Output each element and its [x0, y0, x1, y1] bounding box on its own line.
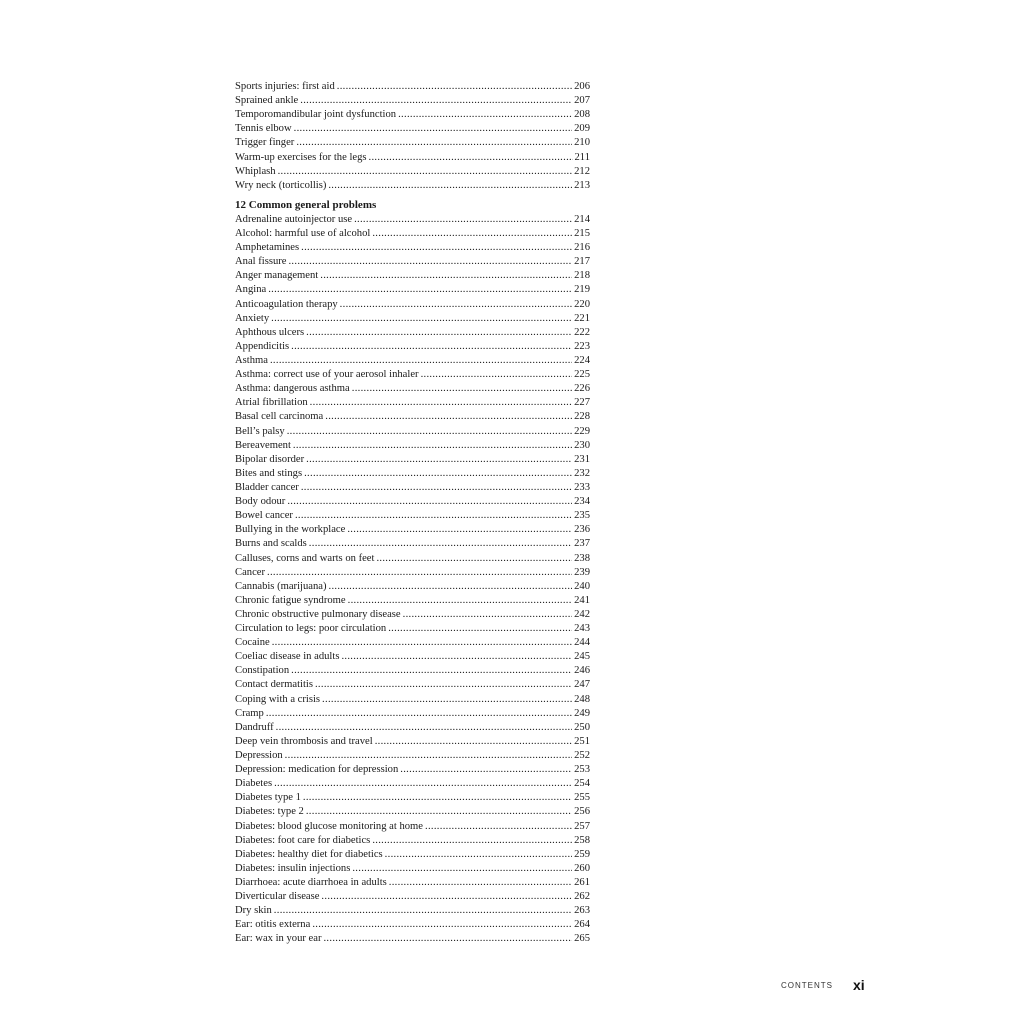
toc-entry-page: 239 [574, 566, 590, 578]
toc-entry [235, 777, 590, 791]
toc-entry-title: Coeliac disease in adults [235, 651, 340, 663]
toc-entry [235, 481, 590, 495]
toc-entry-page: 235 [574, 510, 590, 522]
toc-entry-page: 253 [574, 764, 590, 776]
toc-entry-title: Wry neck (torticollis) [235, 179, 327, 191]
dot-leader [267, 566, 572, 580]
toc-entry [235, 523, 590, 537]
toc-entry-title: Depression: medication for depression [235, 764, 399, 776]
toc-entry [235, 151, 590, 165]
dot-leader [306, 326, 572, 340]
toc-entry [235, 227, 590, 241]
toc-entry-title: Bladder cancer [235, 481, 299, 493]
dot-leader [315, 678, 572, 692]
dot-leader [321, 890, 572, 904]
toc-group-common-general-problems [235, 213, 590, 947]
dot-leader [320, 269, 572, 283]
dot-leader [294, 122, 572, 136]
toc-entry-page: 262 [574, 891, 590, 903]
dot-leader [309, 537, 572, 551]
running-footer-label: CONTENTS [781, 981, 833, 990]
page-footer [781, 978, 871, 994]
toc-entry [235, 312, 590, 326]
toc-entry [235, 594, 590, 608]
dot-leader [300, 94, 572, 108]
toc-entry-page: 258 [574, 834, 590, 846]
toc-entry-title: Diabetes: type 2 [235, 806, 304, 818]
toc-entry [235, 608, 590, 622]
toc-entry-title: Diabetes: insulin injections [235, 862, 351, 874]
toc-entry-title: Constipation [235, 665, 290, 677]
toc-entry-title: Asthma: correct use of your aerosol inhaler [235, 369, 419, 381]
dot-leader [301, 481, 572, 495]
toc-entry-page: 212 [574, 165, 590, 177]
toc-entry-page: 256 [574, 806, 590, 818]
toc-entry-title: Basal cell carcinoma [235, 411, 324, 423]
toc-entry-page: 252 [574, 750, 590, 762]
toc-entry-title: Cocaine [235, 637, 270, 649]
dot-leader [325, 410, 572, 424]
toc-entry-title: Whiplash [235, 165, 276, 177]
toc-entry [235, 241, 590, 255]
toc-entry-page: 216 [574, 242, 590, 254]
dot-leader [372, 834, 572, 848]
toc-entry-title: Appendicitis [235, 340, 290, 352]
dot-leader [352, 862, 572, 876]
toc-entry [235, 707, 590, 721]
toc-entry [235, 735, 590, 749]
toc-entry-page: 222 [574, 326, 590, 338]
dot-leader [347, 523, 572, 537]
toc-entry-title: Bullying in the workplace [235, 524, 346, 536]
toc-entry-page: 251 [574, 735, 590, 747]
toc-entry-page: 246 [574, 665, 590, 677]
toc-entry-title: Body odour [235, 496, 286, 508]
toc-entry-page: 221 [574, 312, 590, 324]
toc-entry-page: 230 [574, 439, 590, 451]
dot-leader [306, 453, 572, 467]
dot-leader [376, 552, 572, 566]
toc-entry [235, 108, 590, 122]
toc-entry [235, 80, 590, 94]
toc-entry [235, 566, 590, 580]
toc-entry-title: Sports injuries: first aid [235, 81, 335, 92]
toc-entry-title: Sprained ankle [235, 95, 299, 107]
dot-leader [398, 108, 572, 122]
dot-leader [389, 876, 572, 890]
table-of-contents [235, 80, 590, 947]
toc-entry [235, 354, 590, 368]
toc-entry-title: Asthma: dangerous asthma [235, 383, 350, 395]
dot-leader [304, 467, 572, 481]
toc-entry-page: 247 [574, 679, 590, 691]
toc-entry-page: 220 [574, 298, 590, 310]
toc-entry-title: Bereavement [235, 439, 291, 451]
toc-entry-title: Tennis elbow [235, 123, 292, 135]
toc-entry-page: 206 [574, 81, 590, 92]
dot-leader [329, 580, 573, 594]
toc-entry [235, 791, 590, 805]
toc-entry-page: 228 [574, 411, 590, 423]
toc-entry-page: 213 [574, 179, 590, 191]
toc-entry-page: 241 [574, 594, 590, 606]
dot-leader [266, 707, 572, 721]
toc-entry [235, 326, 590, 340]
dot-leader [288, 255, 572, 269]
toc-entry-page: 215 [574, 227, 590, 239]
dot-leader [337, 80, 572, 94]
toc-entry-title: Diabetes type 1 [235, 792, 301, 804]
toc-entry [235, 396, 590, 410]
toc-entry [235, 636, 590, 650]
toc-entry-page: 227 [574, 397, 590, 409]
toc-entry [235, 862, 590, 876]
toc-entry-title: Angina [235, 284, 267, 296]
toc-entry-title: Warm-up exercises for the legs [235, 151, 367, 163]
dot-leader [400, 763, 572, 777]
toc-entry [235, 179, 590, 193]
toc-entry-page: 243 [574, 623, 590, 635]
toc-entry-title: Chronic obstructive pulmonary disease [235, 608, 401, 620]
toc-entry [235, 848, 590, 862]
dot-leader [403, 608, 572, 622]
toc-entry [235, 509, 590, 523]
toc-entry-page: 219 [574, 284, 590, 296]
toc-entry [235, 820, 590, 834]
toc-entry [235, 918, 590, 932]
dot-leader [272, 636, 572, 650]
toc-entry-title: Alcohol: harmful use of alcohol [235, 227, 371, 239]
toc-entry-page: 234 [574, 496, 590, 508]
toc-entry [235, 425, 590, 439]
toc-entry [235, 834, 590, 848]
toc-entry-page: 226 [574, 383, 590, 395]
toc-entry-title: Bell’s palsy [235, 425, 285, 437]
dot-leader [301, 241, 572, 255]
toc-entry [235, 932, 590, 946]
toc-entry [235, 439, 590, 453]
toc-entry-page: 218 [574, 270, 590, 282]
toc-entry-title: Atrial fibrillation [235, 397, 308, 409]
toc-entry-page: 244 [574, 637, 590, 649]
toc-entry [235, 136, 590, 150]
toc-entry-title: Anticoagulation therapy [235, 298, 338, 310]
toc-entry [235, 552, 590, 566]
toc-entry-page: 211 [574, 151, 590, 163]
toc-entry-title: Dry skin [235, 905, 272, 917]
toc-entry [235, 749, 590, 763]
dot-leader [323, 932, 572, 946]
toc-entry-title: Bowel cancer [235, 510, 293, 522]
dot-leader [291, 340, 572, 354]
toc-entry-title: Diabetes: blood glucose monitoring at home [235, 820, 424, 832]
toc-entry-title: Coping with a crisis [235, 693, 321, 705]
toc-entry [235, 410, 590, 424]
dot-leader [274, 904, 572, 918]
toc-entry-title: Amphetamines [235, 242, 300, 254]
toc-entry [235, 94, 590, 108]
toc-entry [235, 122, 590, 136]
toc-entry-title: Burns and scalds [235, 538, 307, 550]
toc-entry [235, 495, 590, 509]
dot-leader [388, 622, 572, 636]
toc-entry-page: 217 [574, 256, 590, 268]
toc-entry-page: 209 [574, 123, 590, 135]
toc-entry-page: 255 [574, 792, 590, 804]
dot-leader [421, 368, 573, 382]
dot-leader [293, 439, 572, 453]
toc-entry-title: Diabetes: healthy diet for diabetics [235, 848, 383, 860]
toc-entry-title: Circulation to legs: poor circulation [235, 623, 387, 635]
section-heading: 12 Common general problems [235, 198, 377, 211]
dot-leader [278, 165, 573, 179]
toc-entry-page: 248 [574, 693, 590, 705]
toc-entry-title: Chronic fatigue syndrome [235, 594, 346, 606]
toc-entry-page: 240 [574, 580, 590, 592]
toc-entry-title: Calluses, corns and warts on feet [235, 552, 375, 564]
toc-entry-page: 249 [574, 707, 590, 719]
toc-entry-page: 214 [574, 213, 590, 225]
dot-leader [271, 312, 572, 326]
toc-entry-page: 207 [574, 95, 590, 107]
toc-entry [235, 650, 590, 664]
dot-leader [328, 179, 572, 193]
toc-entry [235, 165, 590, 179]
toc-entry-title: Aphthous ulcers [235, 326, 305, 338]
toc-entry [235, 721, 590, 735]
toc-entry-title: Temporomandibular joint dysfunction [235, 109, 397, 121]
toc-entry-page: 242 [574, 608, 590, 620]
dot-leader [340, 298, 572, 312]
toc-entry [235, 283, 590, 297]
dot-leader [276, 721, 572, 735]
toc-entry [235, 763, 590, 777]
toc-entry-title: Ear: wax in your ear [235, 933, 322, 945]
toc-entry-page: 245 [574, 651, 590, 663]
toc-entry-page: 223 [574, 340, 590, 352]
toc-entry-title: Deep vein thrombosis and travel [235, 735, 373, 747]
toc-entry [235, 693, 590, 707]
dot-leader [425, 820, 572, 834]
dot-leader [287, 495, 572, 509]
dot-leader [385, 848, 572, 862]
toc-entry-title: Diverticular disease [235, 891, 320, 903]
dot-leader [306, 805, 572, 819]
toc-entry-page: 254 [574, 778, 590, 790]
toc-entry [235, 537, 590, 551]
toc-entry-page: 263 [574, 905, 590, 917]
toc-entry-title: Trigger finger [235, 137, 295, 149]
toc-entry-title: Dandruff [235, 721, 274, 733]
toc-entry-page: 260 [574, 862, 590, 874]
toc-entry-page: 261 [574, 877, 590, 889]
toc-entry-title: Depression [235, 750, 283, 762]
toc-entry-page: 265 [574, 933, 590, 945]
toc-entry-title: Diabetes: foot care for diabetics [235, 834, 371, 846]
toc-entry-page: 233 [574, 481, 590, 493]
toc-entry [235, 622, 590, 636]
toc-entry-page: 231 [574, 453, 590, 465]
toc-entry-title: Contact dermatitis [235, 679, 313, 691]
dot-leader [270, 354, 572, 368]
toc-entry [235, 805, 590, 819]
dot-leader [348, 594, 572, 608]
toc-entry [235, 467, 590, 481]
toc-entry-title: Diabetes [235, 778, 273, 790]
toc-entry-page: 224 [574, 354, 590, 366]
dot-leader [372, 227, 572, 241]
toc-entry-page: 225 [574, 369, 590, 381]
dot-leader [285, 749, 572, 763]
toc-entry [235, 664, 590, 678]
toc-entry-page: 210 [574, 137, 590, 149]
toc-entry-title: Cramp [235, 707, 264, 719]
toc-entry-title: Adrenaline autoinjector use [235, 213, 353, 225]
toc-entry-page: 264 [574, 919, 590, 931]
toc-entry [235, 255, 590, 269]
toc-entry-title: Anxiety [235, 312, 270, 324]
dot-leader [369, 151, 573, 165]
toc-entry-title: Anal fissure [235, 256, 287, 268]
toc-entry-page: 236 [574, 524, 590, 536]
toc-entry [235, 580, 590, 594]
dot-leader [375, 735, 572, 749]
toc-entry-page: 257 [574, 820, 590, 832]
toc-entry-page: 229 [574, 425, 590, 437]
toc-entry-page: 238 [574, 552, 590, 564]
toc-entry-title: Anger management [235, 270, 319, 282]
dot-leader [291, 664, 572, 678]
dot-leader [322, 693, 572, 707]
toc-entry-title: Ear: otitis externa [235, 919, 311, 931]
toc-entry-page: 250 [574, 721, 590, 733]
toc-group-sports [235, 80, 590, 193]
dot-leader [354, 213, 572, 227]
dot-leader [341, 650, 572, 664]
toc-entry [235, 890, 590, 904]
toc-entry [235, 876, 590, 890]
toc-entry-title: Asthma [235, 354, 268, 366]
toc-entry-page: 237 [574, 538, 590, 550]
dot-leader [287, 425, 572, 439]
toc-entry [235, 213, 590, 227]
toc-entry-title: Bipolar disorder [235, 453, 305, 465]
toc-entry [235, 340, 590, 354]
dot-leader [312, 918, 572, 932]
toc-entry [235, 678, 590, 692]
toc-entry-title: Bites and stings [235, 467, 303, 479]
dot-leader [268, 283, 572, 297]
toc-entry-title: Cannabis (marijuana) [235, 580, 327, 592]
dot-leader [310, 396, 572, 410]
toc-entry-page: 208 [574, 109, 590, 121]
toc-entry-page: 259 [574, 848, 590, 860]
dot-leader [296, 136, 572, 150]
toc-entry-title: Cancer [235, 566, 265, 578]
toc-entry [235, 382, 590, 396]
dot-leader [274, 777, 572, 791]
dot-leader [303, 791, 572, 805]
toc-entry-title: Diarrhoea: acute diarrhoea in adults [235, 877, 387, 889]
toc-entry [235, 368, 590, 382]
dot-leader [295, 509, 572, 523]
toc-entry [235, 453, 590, 467]
dot-leader [352, 382, 572, 396]
page-number: xi [853, 977, 865, 993]
toc-entry-page: 232 [574, 467, 590, 479]
toc-entry [235, 298, 590, 312]
toc-entry [235, 269, 590, 283]
toc-entry [235, 904, 590, 918]
